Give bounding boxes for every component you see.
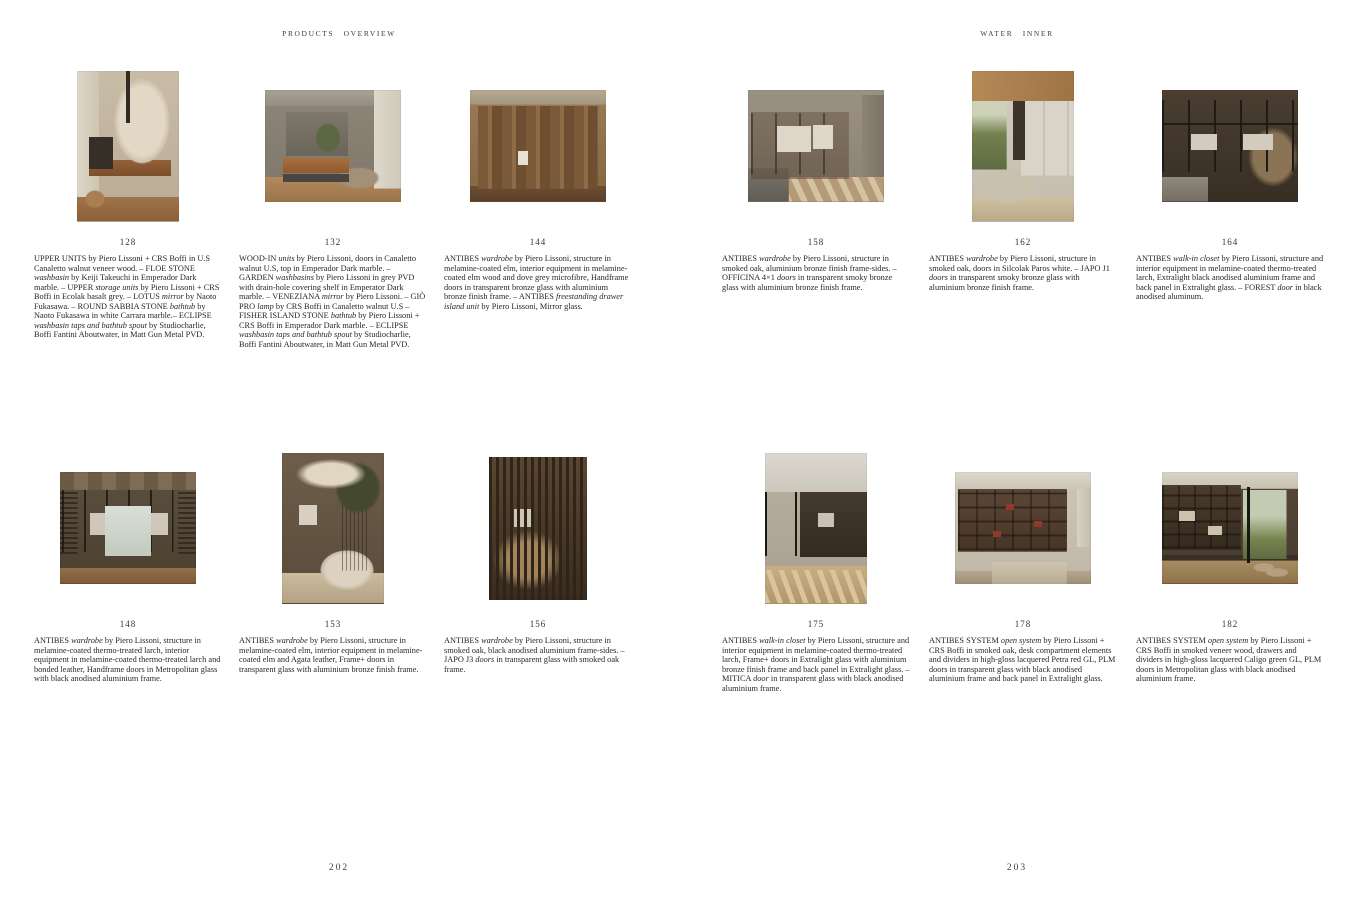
- product-description: ANTIBES walk-in closet by Piero Lissoni, structure and interior equipment in melamine-coated thermo-treated larch, Frame+ doors in Extralight glass with aluminium bronze finish frame and back panel in Extralight glass. – MITICA door in transparent glass with black anodised aluminium frame.: [722, 636, 910, 693]
- product-photo-frame: [444, 68, 632, 224]
- product-description: ANTIBES wardrobe by Piero Lissoni, structure in melamine-coated elm, interior equipment in melamine-coated elm wood and dove grey microfibre, Handframe doors in transparent bronze glass with aluminium bronze finish frame. – ANTIBES freestanding drawer island unit by Piero Lissoni, Mirror glass.: [444, 254, 629, 311]
- product-description: ANTIBES SYSTEM open system by Piero Lissoni + CRS Boffi in smoked oak, desk compartment elements and dividers in high-gloss lacquered Petra red GL, PLM doors in transparent glass with black anodised aluminium frame and back panel in Extralight glass.: [929, 636, 1116, 683]
- product-photo-178: [955, 472, 1091, 584]
- product-figure-175: [722, 450, 910, 693]
- product-number: 158: [807, 237, 825, 247]
- product-number: 164: [1221, 237, 1239, 247]
- product-photo-frame: [929, 68, 1117, 224]
- product-description: ANTIBES wardrobe by Piero Lissoni, structure in smoked oak, black anodised aluminium frame-sides. – JAPO J3 doors in transparent glass with smoked oak frame.: [444, 636, 625, 674]
- product-number: 156: [529, 619, 547, 629]
- product-description: WOOD-IN units by Piero Lissoni, doors in Canaletto walnut U.S, top in Emperador Dark marble. – GARDEN washbasins by Piero Lissoni in grey PVD with drain-hole covering shelf in Emperator Dark marble. – VENEZIANA mirror by Piero Lissoni. – GIÒ PRO lamp by CRS Boffi in Canaletto walnut U.S – FISHER ISLAND STONE bathtub by Piero Lissoni + CRS Boffi in Emperador Dark marble. – ECLIPSE washbasin taps and bathtub spout by Studiocharlie, Boffi Fantini Aboutwater, in Matt Gun Metal PVD.: [239, 254, 426, 349]
- product-number: 162: [1014, 237, 1032, 247]
- product-photo-175: [765, 453, 867, 604]
- product-description: ANTIBES wardrobe by Piero Lissoni, structure in melamine-coated thermo-treated larch, interior equipment in melamine-coated thermo-treated larch and bonded leather, Handframe doors in Metropolitan glass with black anodised aluminium frame.: [34, 636, 221, 683]
- product-figure-132: [239, 68, 427, 349]
- product-photo-frame: [239, 450, 427, 606]
- product-photo-164: [1162, 90, 1298, 202]
- product-figure-156: [444, 450, 632, 684]
- product-photo-frame: [34, 450, 222, 606]
- running-head-right: WATER INNER: [980, 29, 1054, 38]
- product-photo-162: [972, 71, 1074, 222]
- row-left-top: [34, 68, 632, 349]
- product-photo-frame: [1136, 68, 1324, 224]
- product-figure-158: [722, 68, 910, 302]
- product-figure-182: [1136, 450, 1324, 693]
- product-photo-frame: [722, 68, 910, 224]
- running-head-left: PRODUCTS OVERVIEW: [282, 29, 396, 38]
- product-photo-frame: [722, 450, 910, 606]
- row-right-bottom: [722, 450, 1324, 693]
- product-number: 182: [1221, 619, 1239, 629]
- product-figure-148: [34, 450, 222, 684]
- product-photo-158: [748, 90, 884, 202]
- product-description: ANTIBES wardrobe by Piero Lissoni, structure in smoked oak, doors in Silcolak Paros white. – JAPO J1 doors in transparent smoky bronze glass with aluminium bronze finish frame.: [929, 254, 1110, 292]
- product-description: ANTIBES wardrobe by Piero Lissoni, structure in smoked oak, aluminium bronze finish frame-sides. – OFFICINA 4×1 doors in transparent smoky bronze glass with aluminium bronze finish frame.: [722, 254, 897, 292]
- product-description: UPPER UNITS by Piero Lissoni + CRS Boffi in U.S Canaletto walnut veneer wood. – FLOE STONE washbasin by Keiji Takeuchi in Emperador Dark marble. – UPPER storage units by Piero Lissoni + CRS Boffi in Ecolak basalt grey. – LOTUS mirror by Naoto Fukasawa. – ROUND SABBIA STONE bathtub by Naoto Fukasawa in white Carrara marble.– ECLIPSE washbasin taps and bathtub spout by Studiocharlie, Boffi Fantini Aboutwater, in Matt Gun Metal PVD.: [34, 254, 220, 339]
- product-photo-128: [77, 71, 179, 222]
- product-figure-164: [1136, 68, 1324, 302]
- product-number: 132: [324, 237, 342, 247]
- page-right: [678, 0, 1356, 904]
- product-photo-132: [265, 90, 401, 202]
- product-photo-frame: [444, 450, 632, 606]
- product-photo-182: [1162, 472, 1298, 584]
- product-photo-153: [282, 453, 384, 604]
- product-photo-frame: [1136, 450, 1324, 606]
- product-photo-144: [470, 90, 606, 202]
- page-number-left: 202: [328, 863, 350, 873]
- product-description: ANTIBES walk-in closet by Piero Lissoni, structure and interior equipment in melamine-coated thermo-treated larch, Extralight black anodised aluminium frame and back panel in Extralight glass. – FOREST door in black anodised aluminum.: [1136, 254, 1324, 301]
- product-figure-144: [444, 68, 632, 349]
- product-figure-153: [239, 450, 427, 684]
- product-photo-frame: [34, 68, 222, 224]
- product-figure-162: [929, 68, 1117, 302]
- product-description: ANTIBES SYSTEM open system by Piero Lissoni + CRS Boffi in smoked veneer wood, drawers and dividers in high-gloss lacquered Caligo green GL, PLM doors in Metropolitan glass with black anodised aluminium frame.: [1136, 636, 1322, 683]
- product-photo-148: [60, 472, 196, 584]
- product-photo-156: [489, 457, 587, 600]
- product-photo-frame: [929, 450, 1117, 606]
- product-number: 148: [119, 619, 137, 629]
- product-figure-128: [34, 68, 222, 349]
- product-number: 175: [807, 619, 825, 629]
- product-number: 144: [529, 237, 547, 247]
- product-number: 128: [119, 237, 137, 247]
- product-photo-frame: [239, 68, 427, 224]
- product-number: 178: [1014, 619, 1032, 629]
- product-description: ANTIBES wardrobe by Piero Lissoni, structure in melamine-coated elm, interior equipment in melamine-coated elm and Agata leather, Frame+ doors in transparent glass with aluminium bronze finish frame.: [239, 636, 423, 674]
- page-number-right: 203: [1006, 863, 1028, 873]
- product-number: 153: [324, 619, 342, 629]
- row-left-bottom: [34, 450, 632, 684]
- product-figure-178: [929, 450, 1117, 693]
- row-right-top: [722, 68, 1324, 302]
